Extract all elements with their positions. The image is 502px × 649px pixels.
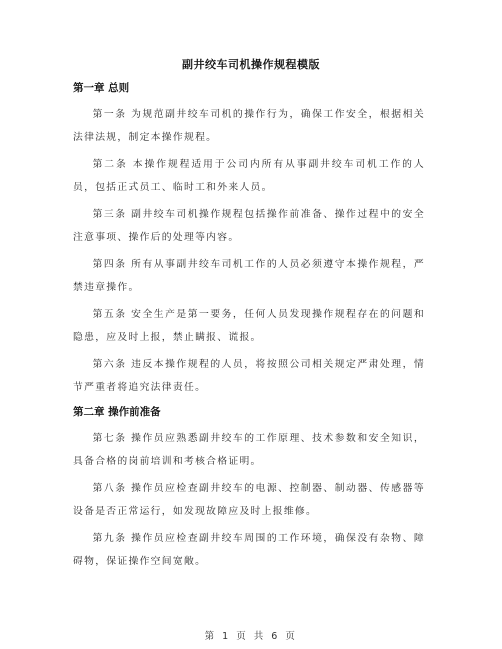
chapter-heading-1: 第一章 总则 [73, 82, 130, 94]
page-number-footer: 第 1 页 共 6 页 [204, 631, 298, 642]
article-5: 第五条 安全生产是第一要务，任何人员发现操作规程存在的问题和隐患，应及时上报，禁止瞒报、谎报。 [73, 309, 425, 343]
article-2: 第二条 本操作规程适用于公司内所有从事副井绞车司机工作的人员，包括正式员工、临时工和外来人员。 [73, 159, 425, 193]
article-9: 第九条 操作员应检查副井绞车周围的工作环境，确保没有杂物、障碍物，保证操作空间宽敞。 [73, 533, 425, 567]
article-8: 第八条 操作员应检查副井绞车的电源、控制器、制动器、传感器等设备是否正常运行，如发现故障应及时上报维修。 [73, 483, 425, 517]
article-6: 第六条 违反本操作规程的人员，将按照公司相关规定严肃处理，情节严重者将追究法律责任。 [73, 359, 425, 393]
document-title: 副井绞车司机操作规程模版 [182, 58, 320, 71]
chapter-heading-2: 第二章 操作前准备 [73, 406, 161, 418]
article-7: 第七条 操作员应熟悉副井绞车的工作原理、技术参数和安全知识，具备合格的岗前培训和考核合格证明。 [73, 433, 425, 467]
document-body [73, 80, 425, 578]
article-3: 第三条 副井绞车司机操作规程包括操作前准备、操作过程中的安全注意事项、操作后的处理等内容。 [73, 209, 425, 243]
article-1: 第一条 为规范副井绞车司机的操作行为，确保工作安全，根据相关法律法规，制定本操作规程。 [73, 109, 425, 143]
article-4: 第四条 所有从事副井绞车司机工作的人员必须遵守本操作规程，严禁违章操作。 [73, 259, 425, 293]
